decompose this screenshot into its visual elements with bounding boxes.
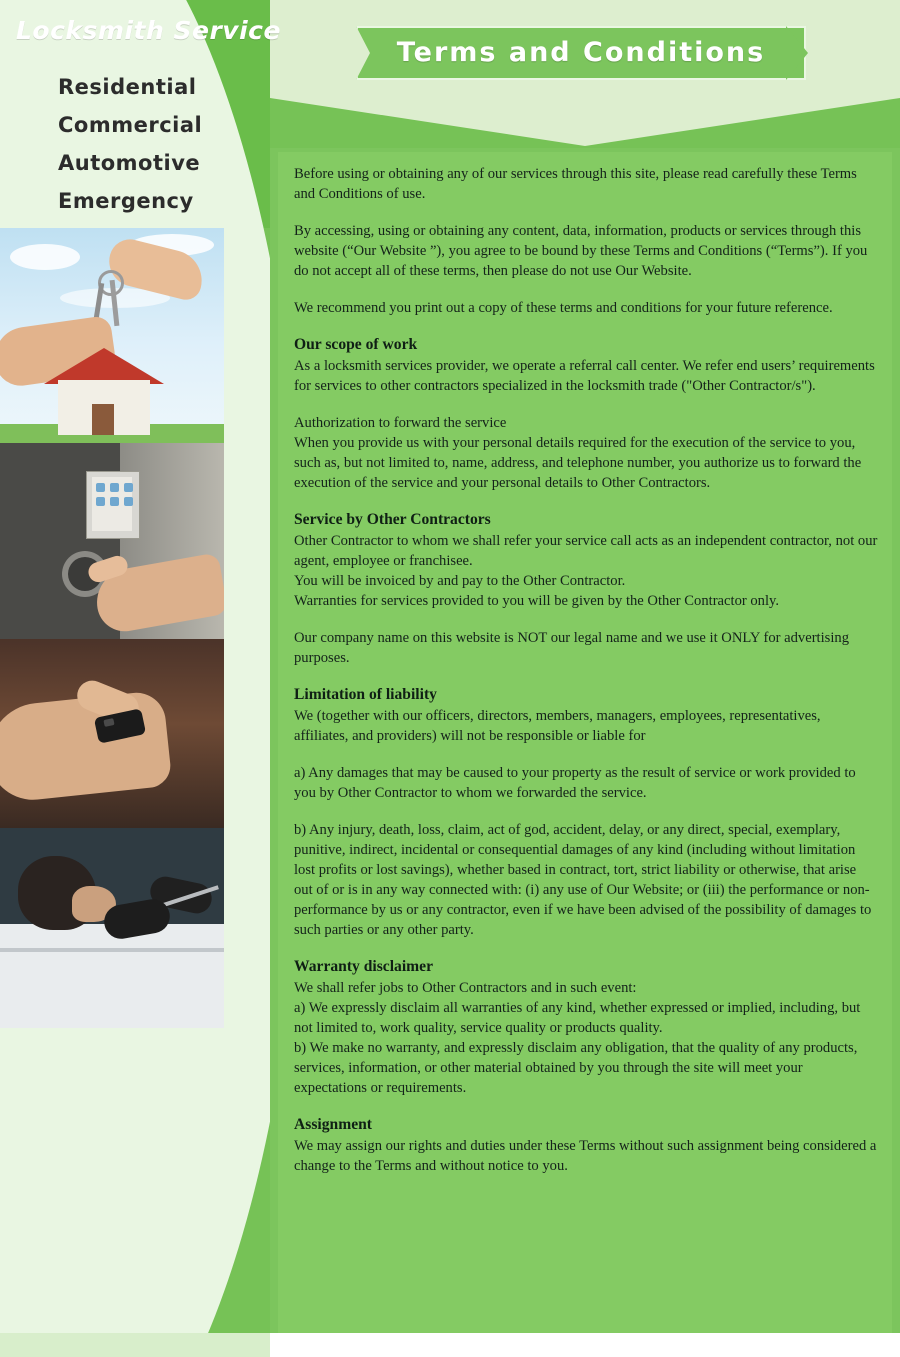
brand-title: Locksmith Service [16,16,281,45]
keypad-button [110,483,119,492]
section-service-by-other-contractors [294,510,878,611]
cloud-shape [10,244,80,270]
hand-handing-keys-over-house-photo [0,228,224,443]
door-lock-installation-photo [0,443,224,639]
warranty-item-b: b) We make no warranty, and expressly disclaim any obligation, that the quality of any products, services, information, or other material obtained by you through the site will meet your expectations or requirements. [294,1040,858,1096]
section-body-scope: As a locksmith services provider, we operate a referral call center. We refer end users’ requirements for services to other contractors specialized in the locksmith trade ("Other Contractor/s"). [294,358,875,394]
page-title: Terms and Conditions [396,37,766,68]
section-scope-of-work [294,335,878,396]
sidebar-footer-strip [0,1333,270,1357]
terms-print-notice: We recommend you print out a copy of these terms and conditions for your future reference. [294,300,833,316]
limitation-lead: We (together with our officers, directors, members, managers, employees, representatives, affiliates, and providers) will not be responsible or liable for [294,708,821,744]
house-door-shape [92,404,114,435]
service-item-commercial: Commercial [58,113,203,137]
section-heading-limitation: Limitation of liability [294,686,437,703]
keypad-button [96,497,105,506]
car-body-shape [0,924,224,1028]
limitation-item-b: b) Any injury, death, loss, claim, act of god, accident, delay, or any direct, special, exemplary, punitive, indirect, incidental or consequential damages of any kind (including without limitation lost profits or lost savings), whether based in contract, tort, strict liability or otherwise, that arise out of or is in any way connected with: (i) any use of Our Website; or (iii) the performance or non-performance by us or any contractor, even if we have been advised of the possibility of damages to such parties or any other party. [294,822,872,938]
terms-binding: By accessing, using or obtaining any content, data, information, products or services through this website (“Our Website ”), you agree to be bound by these Terms and Conditions (“Terms”). If you do not accept all of these terms, then please do not use Our Website. [294,223,868,279]
section-heading-assignment: Assignment [294,1116,372,1133]
assignment-body: We may assign our rights and duties under these Terms without such assignment being considered a change to the Terms and without notice to you. [294,1138,877,1174]
house-roof-shape [44,348,164,384]
service-list [58,68,202,220]
keypad-button [110,497,119,506]
section-authorization [294,413,878,493]
section-heading-warranty: Warranty disclaimer [294,958,434,975]
section-body-service-1: Other Contractor to whom we shall refer your service call acts as an independent contractor, not our agent, employee or franchisee. [294,533,878,569]
hand-holding-car-key-fob-photo [0,639,224,828]
service-item-residential: Residential [58,75,197,99]
limitation-item-a: a) Any damages that may be caused to your property as the result of service or work provided to you by Other Contractor to whom we forwarded the service. [294,765,856,801]
keypad-button [124,497,133,506]
footer-strip [270,1333,900,1357]
terms-content [294,164,878,1304]
warranty-lead: We shall refer jobs to Other Contractors and in such event: [294,980,637,996]
section-body-service-3: Warranties for services provided to you will be given by the Other Contractor only. [294,593,780,609]
warranty-item-a: a) We expressly disclaim all warranties of any kind, whether expressed or implied, including, but not limited to, work quality, service quality or products quality. [294,1000,861,1036]
service-item-emergency: Emergency [58,189,194,213]
service-item-automotive: Automotive [58,151,201,175]
section-limitation-of-liability [294,685,878,746]
keypad-button [124,483,133,492]
legal-name-notice: Our company name on this website is NOT our legal name and we use it ONLY for advertising purposes. [294,630,849,666]
section-body-authorization: When you provide us with your personal details required for the execution of the service to you, such as, but not limited to, name, address, and telephone number, you authorize us to forward the execution of the service and your personal details to Other Contractors. [294,435,862,491]
section-assignment [294,1115,878,1176]
keypad-button [96,483,105,492]
section-body-service-2: You will be invoiced by and pay to the Other Contractor. [294,573,626,589]
section-warranty-disclaimer [294,957,878,1098]
section-heading-service-by-others: Service by Other Contractors [294,511,491,528]
car-trim-line [0,948,224,952]
terms-intro: Before using or obtaining any of our services through this site, please read carefully these Terms and Conditions of use. [294,166,857,202]
section-heading-authorization: Authorization to forward the service [294,415,507,431]
section-heading-scope: Our scope of work [294,336,418,353]
technician-unlocking-car-door-photo [0,828,224,1028]
